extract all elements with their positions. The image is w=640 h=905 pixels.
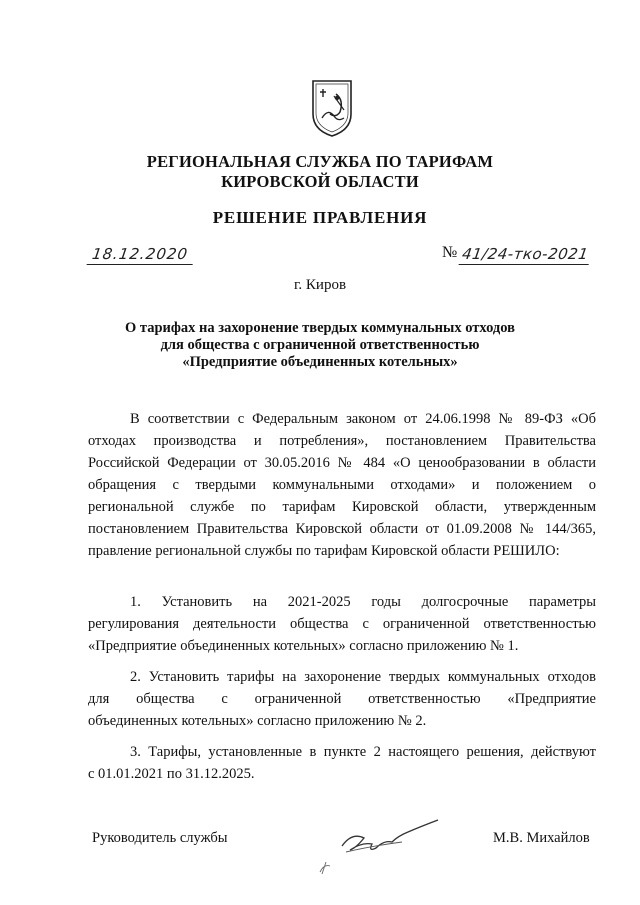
text-line: 3. Тарифы, установленные в пункте 2 настоящего решения, действуют bbox=[130, 744, 596, 760]
text-line: для общества с ограниченной ответственностью «Предприятие bbox=[88, 691, 596, 707]
signatory-title: Руководитель службы bbox=[92, 830, 228, 846]
paragraph-item-2 bbox=[88, 666, 596, 732]
document-date: 18.12.2020 bbox=[87, 245, 196, 265]
text-line: постановлением Правительства Кировской области от 01.09.2008 № 144/365, bbox=[88, 521, 596, 537]
coat-of-arms-emblem bbox=[310, 78, 354, 138]
document-number: 41/24-тко-2021 bbox=[459, 245, 592, 265]
text-line: правление региональной службы по тарифам Кировской области РЕШИЛО: bbox=[88, 543, 560, 559]
text-line: регулирования деятельности общества с ограниченной ответственностью bbox=[88, 616, 596, 632]
number-sign: № bbox=[442, 244, 458, 261]
subject-line2: для общества с ограниченной ответственностью bbox=[160, 337, 480, 353]
text-line: 2. Установить тарифы на захоронение твердых коммунальных отходов bbox=[130, 669, 596, 685]
text-line: отходах производства и потребления», постановлением Правительства bbox=[88, 433, 596, 449]
organization-name-line2: КИРОВСКОЙ ОБЛАСТИ bbox=[221, 172, 419, 191]
document-type-title: РЕШЕНИЕ ПРАВЛЕНИЯ bbox=[212, 208, 428, 227]
organization-name-line1: РЕГИОНАЛЬНАЯ СЛУЖБА ПО ТАРИФАМ bbox=[146, 152, 494, 171]
text-line: 1. Установить на 2021-2025 годы долгосрочные параметры bbox=[130, 594, 596, 610]
text-line: региональной службе по тарифам Кировской области, утвержденным bbox=[88, 499, 596, 515]
text-line: объединенных котельных» согласно приложению № 2. bbox=[88, 713, 427, 729]
paragraph-preamble bbox=[88, 408, 596, 562]
paragraph-item-1 bbox=[88, 591, 596, 657]
text-line: с 01.01.2021 по 31.12.2025. bbox=[88, 766, 255, 782]
city: г. Киров bbox=[293, 277, 347, 293]
paragraph-item-3 bbox=[88, 741, 596, 785]
text-line: В соответствии с Федеральным законом от 24.06.1998 № 89-ФЗ «Об bbox=[130, 411, 596, 427]
signatory-name: М.В. Михайлов bbox=[493, 830, 590, 846]
text-line: «Предприятие объединенных котельных» согласно приложению № 1. bbox=[88, 638, 519, 654]
handwritten-signature bbox=[312, 812, 442, 882]
text-line: Российской Федерации от 30.05.2016 № 484 «О ценообразовании в области bbox=[88, 455, 596, 471]
subject-line1: О тарифах на захоронение твердых коммунальных отходов bbox=[125, 320, 515, 336]
subject-line3: «Предприятие объединенных котельных» bbox=[182, 354, 458, 370]
text-line: обращения с твердыми коммунальными отходами» и положением о bbox=[88, 477, 596, 493]
